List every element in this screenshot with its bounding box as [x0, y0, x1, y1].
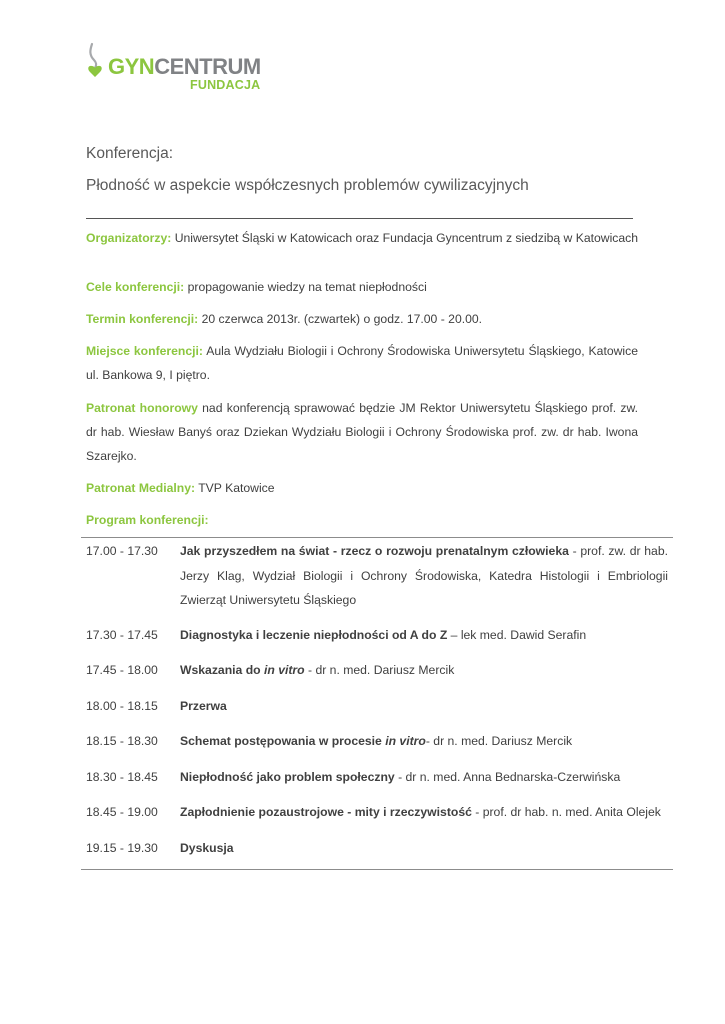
program-description [180, 836, 668, 861]
date-paragraph [86, 307, 638, 331]
program-description [180, 765, 668, 790]
place-paragraph [86, 339, 638, 387]
program-title: Przerwa [180, 699, 227, 713]
program-time: 18.30 - 18.45 [86, 770, 158, 784]
goals-text: propagowanie wiedzy na temat niepłodności [187, 280, 427, 294]
conference-title: Płodność w aspekcie współczesnych problemów cywilizacyjnych [86, 177, 529, 194]
program-label: Program konferencji: [86, 513, 209, 527]
program-title: Schemat postępowania w procesie [180, 734, 386, 748]
organizers-text: Uniwersytet Śląski w Katowicach oraz Fundacja Gyncentrum z siedzibą w Katowicach [174, 231, 639, 245]
program-title: Zapłodnienie pozaustrojowe - mity i rzeczywistość [180, 805, 472, 819]
program-description [180, 800, 668, 825]
program-time: 18.15 - 18.30 [86, 734, 158, 748]
program-heading [86, 508, 638, 532]
title-divider [86, 218, 633, 219]
honorary-label: Patronat honorowy [86, 401, 198, 415]
goals-label: Cele konferencji: [86, 280, 185, 294]
place-text: Aula Wydziału Biologii i Ochrony Środowiska Uniwersytetu Śląskiego, Katowice ul. Bankowa 9, I piętro. [86, 344, 638, 382]
honorary-paragraph [86, 396, 638, 468]
program-title-italic: in vitro [263, 663, 305, 677]
program-time: 17.45 - 18.00 [86, 663, 158, 677]
organizers-paragraph [86, 226, 638, 250]
program-time: 18.45 - 19.00 [86, 805, 158, 819]
date-label: Termin konferencji: [86, 312, 199, 326]
organizers-label: Organizatorzy: [86, 231, 172, 245]
program-title: Diagnostyka i leczenie niepłodności od A do Z [180, 628, 448, 642]
conference-heading: Konferencja: [86, 145, 174, 162]
media-paragraph [86, 476, 638, 500]
program-description [180, 623, 668, 648]
program-title: Niepłodność jako problem społeczny [180, 770, 395, 784]
program-table-top-border [81, 537, 673, 538]
program-time: 17.00 - 17.30 [86, 544, 158, 558]
program-speaker: - dr n. med. Anna Bednarska-Czerwińska [394, 770, 621, 784]
logo-wordmark [108, 55, 261, 79]
stylized-figure-heart-icon [86, 42, 108, 82]
media-label: Patronat Medialny: [86, 481, 196, 495]
goals-paragraph [86, 275, 638, 299]
program-time: 18.00 - 18.15 [86, 699, 158, 713]
logo-gyn-text: GYN [108, 54, 155, 79]
date-text: 20 czerwca 2013r. (czwartek) o godz. 17.00 - 20.00. [201, 312, 483, 326]
program-title: Jak przyszedłem na świat - rzecz o rozwoju prenatalnym człowieka [180, 544, 569, 558]
program-time: 17.30 - 17.45 [86, 628, 158, 642]
logo-fundacja-text: FUNDACJA [190, 78, 261, 92]
logo-centrum-text: CENTRUM [154, 54, 261, 79]
media-text: TVP Katowice [198, 481, 275, 495]
honorary-text: nad konferencją sprawować będzie JM Rektor Uniwersytetu Śląskiego prof. zw. dr hab. Wiesław Banyś oraz Dziekan Wydziału Biologii i Ochrony Środowiska prof. zw. dr hab. Iwona Szarejko. [86, 401, 638, 463]
program-description [180, 729, 668, 754]
program-speaker: - dr n. med. Dariusz Mercik [304, 663, 455, 677]
program-title-italic: in vitro [385, 734, 426, 748]
program-time: 19.15 - 19.30 [86, 841, 158, 855]
program-title: Wskazania do [180, 663, 264, 677]
program-speaker: - prof. zw. dr hab. Jerzy Klag, Wydział Biologii i Ochrony Środowiska, Katedra Histologii i Embriologii Zwierząt Uniwersytetu Śląskiego [180, 544, 668, 607]
program-speaker: – lek med. Dawid Serafin [447, 628, 587, 642]
gyncentrum-logo [86, 40, 286, 96]
program-description [180, 658, 668, 683]
program-table-bottom-border [81, 869, 673, 870]
program-speaker: - prof. dr hab. n. med. Anita Olejek [471, 805, 661, 819]
program-speaker: - dr n. med. Dariusz Mercik [425, 734, 573, 748]
program-description [180, 694, 668, 719]
place-label: Miejsce konferencji: [86, 344, 203, 358]
program-title: Dyskusja [180, 841, 234, 855]
program-description [180, 539, 668, 613]
